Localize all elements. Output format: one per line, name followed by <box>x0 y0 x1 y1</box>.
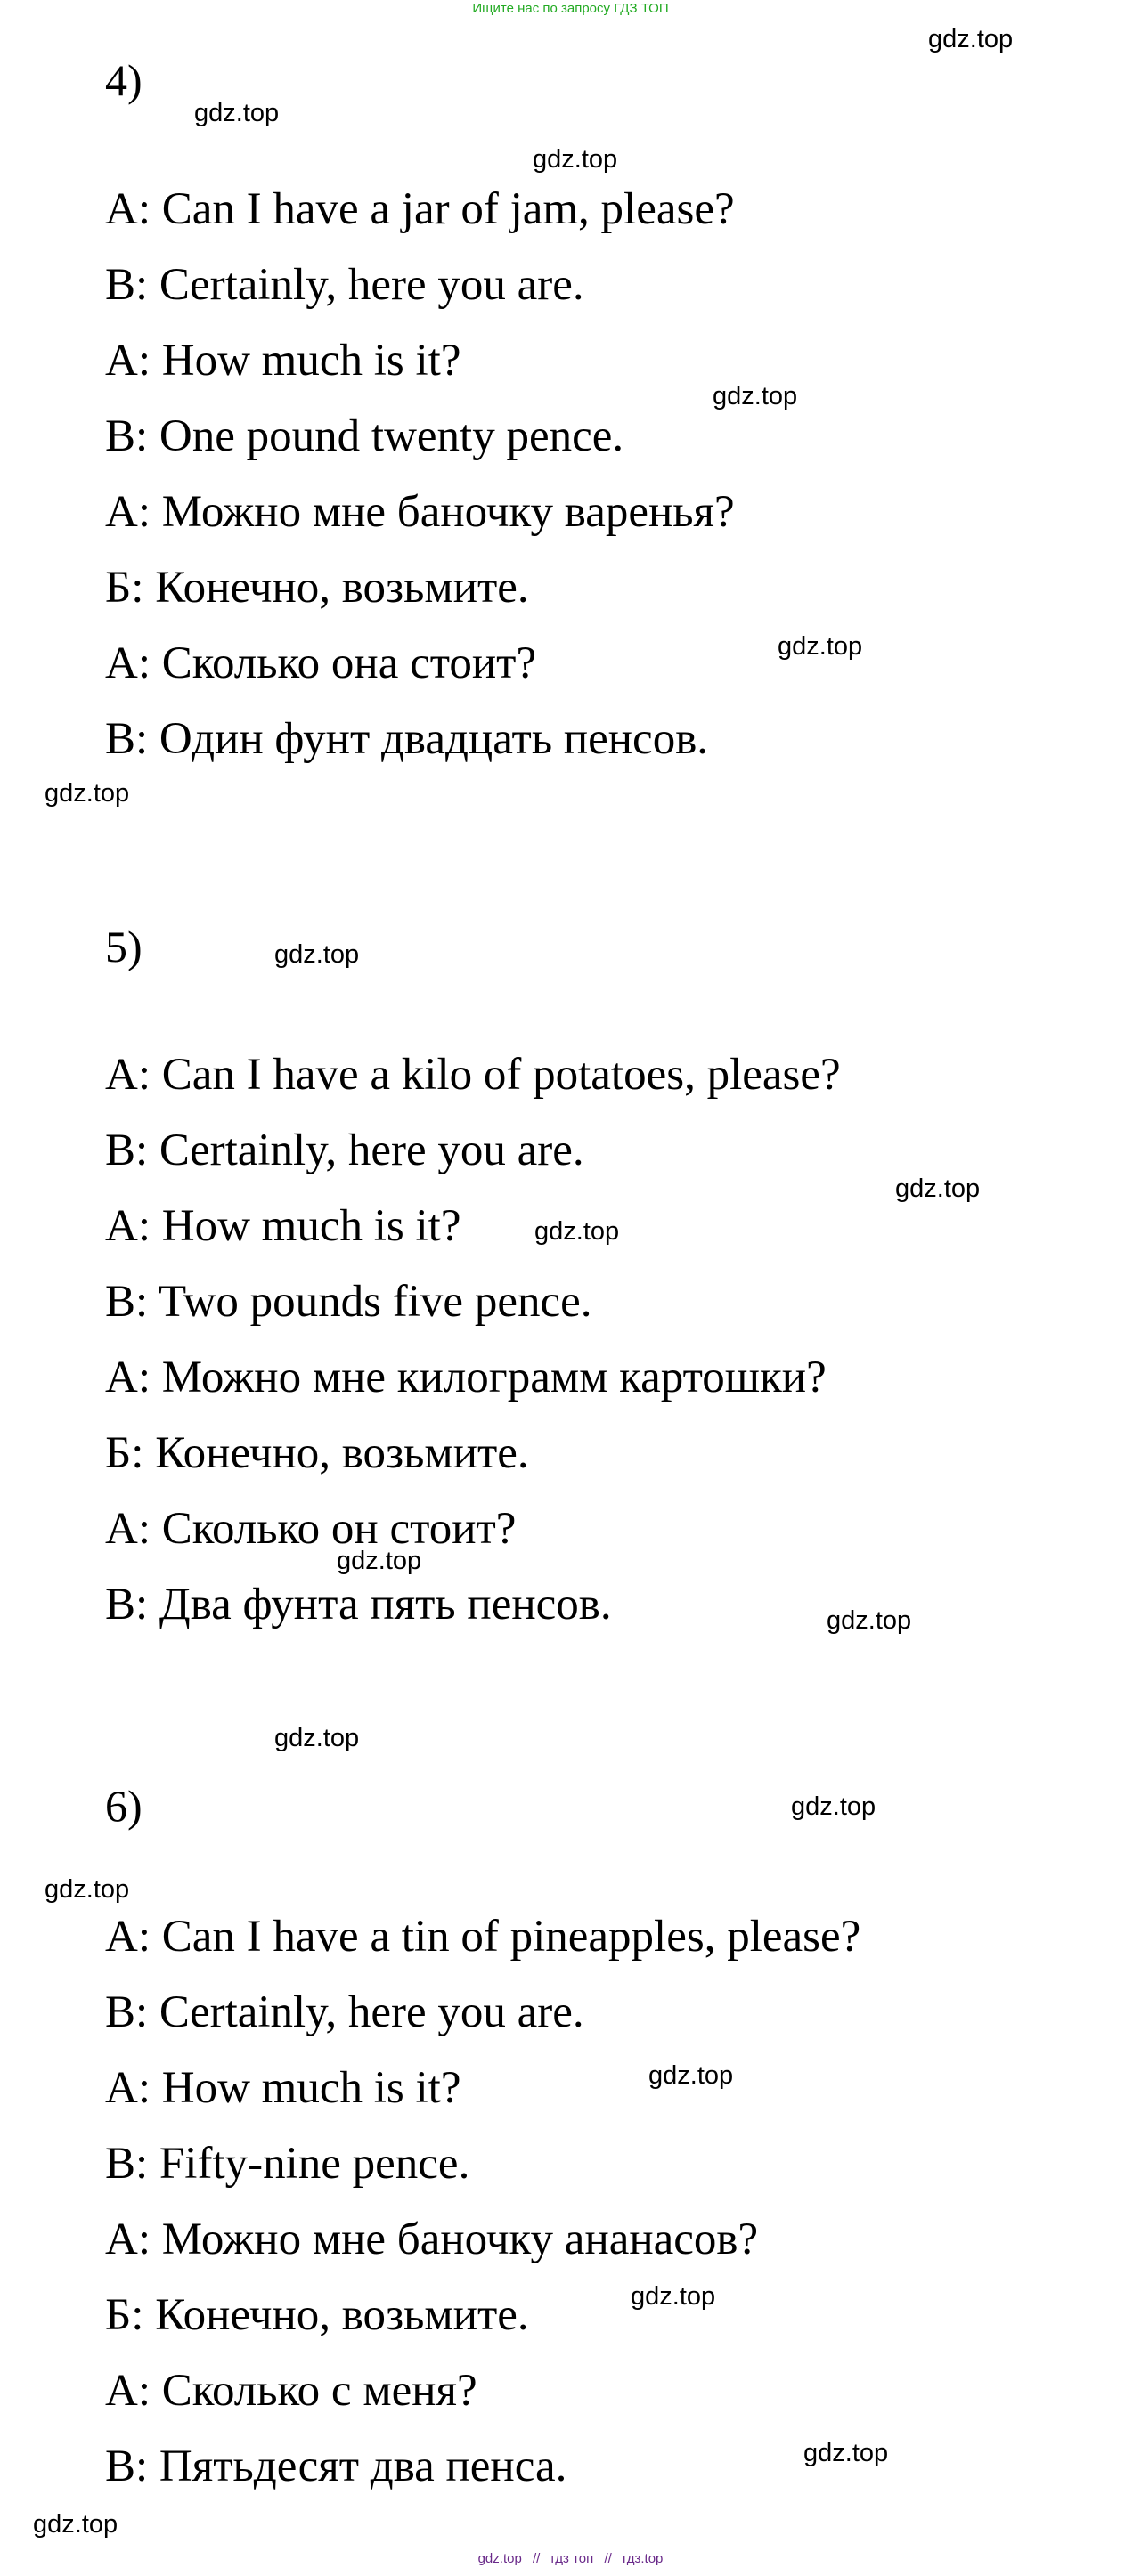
section-4-line-4: B: One pound twenty pence. <box>105 411 624 461</box>
footer-separator: // <box>532 2551 541 2566</box>
section-5-line-6: Б: Конечно, возьмите. <box>105 1428 529 1478</box>
section-4-line-1: A: Can I have a jar of jam, please? <box>105 184 735 234</box>
section-6-number: 6) <box>105 1781 143 1831</box>
watermark: gdz.top <box>274 940 360 969</box>
section-6-line-1: A: Can I have a tin of pineapples, please? <box>105 1912 861 1962</box>
footer-link-gdz-top-ru[interactable]: гдз топ <box>550 2551 594 2566</box>
section-4-line-7: A: Сколько она стоит? <box>105 638 537 688</box>
section-6-line-5: A: Можно мне баночку ананасов? <box>105 2214 759 2264</box>
section-5-number: 5) <box>105 922 143 971</box>
watermark: gdz.top <box>45 1875 130 1904</box>
watermark: gdz.top <box>274 1724 360 1752</box>
section-4-number: 4) <box>105 55 143 105</box>
section-4-line-6: Б: Конечно, возьмите. <box>105 563 529 613</box>
watermark: gdz.top <box>803 2439 889 2467</box>
watermark: gdz.top <box>648 2061 734 2090</box>
watermark: gdz.top <box>533 145 618 174</box>
watermark: gdz.top <box>827 1606 912 1635</box>
top-banner[interactable]: Ищите нас по запросу ГДЗ ТОП <box>472 1 669 16</box>
watermark: gdz.top <box>791 1792 876 1821</box>
watermark: gdz.top <box>713 382 798 410</box>
watermark: gdz.top <box>778 632 863 661</box>
section-5-line-4: B: Two pounds five pence. <box>105 1277 592 1327</box>
section-4-line-3: A: How much is it? <box>105 336 461 386</box>
watermark: gdz.top <box>631 2282 716 2311</box>
watermark: gdz.top <box>337 1547 422 1575</box>
watermark: gdz.top <box>194 99 280 127</box>
section-4-line-8: B: Один фунт двадцать пенсов. <box>105 714 709 764</box>
footer-separator: // <box>604 2551 612 2566</box>
watermark: gdz.top <box>33 2510 118 2539</box>
watermark: gdz.top <box>895 1174 981 1203</box>
section-6-line-7: A: Сколько с меня? <box>105 2366 477 2416</box>
watermark: gdz.top <box>534 1217 620 1246</box>
watermark: gdz.top <box>928 25 1014 53</box>
section-5-line-7: A: Сколько он стоит? <box>105 1504 517 1554</box>
section-6-line-4: B: Fifty-nine pence. <box>105 2139 470 2189</box>
section-5-line-3: A: How much is it? <box>105 1201 461 1251</box>
section-5-line-5: A: Можно мне килограмм картошки? <box>105 1353 827 1402</box>
section-6-line-3: A: How much is it? <box>105 2063 461 2113</box>
section-6-line-8: B: Пятьдесят два пенса. <box>105 2442 567 2491</box>
section-4-line-5: A: Можно мне баночку варенья? <box>105 487 735 537</box>
footer <box>0 2550 1141 2568</box>
section-5-line-8: B: Два фунта пять пенсов. <box>105 1580 612 1629</box>
section-4-line-2: B: Certainly, here you are. <box>105 260 584 310</box>
section-5-line-1: A: Can I have a kilo of potatoes, please? <box>105 1050 841 1100</box>
footer-link-gdz-top-mixed[interactable]: гдз.top <box>622 2551 664 2566</box>
section-6-line-6: Б: Конечно, возьмите. <box>105 2290 529 2340</box>
watermark: gdz.top <box>45 779 130 808</box>
section-5-line-2: B: Certainly, here you are. <box>105 1125 584 1175</box>
section-6-line-2: B: Certainly, here you are. <box>105 1987 584 2037</box>
footer-link-gdz-top[interactable]: gdz.top <box>477 2551 522 2566</box>
